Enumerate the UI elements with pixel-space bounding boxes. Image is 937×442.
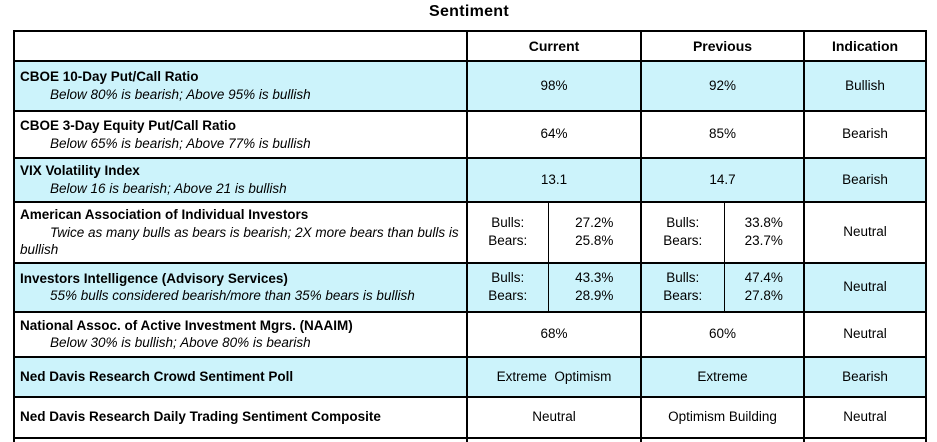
current-bulls-bears-values — [548, 263, 641, 312]
previous-value: Extreme — [641, 357, 804, 397]
indicator-name: VIX Volatility Index — [20, 163, 140, 179]
header-current: Current — [467, 31, 641, 61]
previous-bulls-bears-labels — [641, 202, 724, 263]
row-cboe-10-day-put-call — [14, 61, 926, 111]
previous-value: 85% — [641, 111, 804, 158]
indicator-name: CBOE 3-Day Equity Put/Call Ratio — [20, 117, 237, 133]
indication-value: Bullish — [804, 61, 926, 111]
bulls-label: Bulls: — [666, 269, 700, 285]
current-value: 98% — [467, 61, 641, 111]
current-value: Neutral — [467, 397, 641, 438]
header-previous: Previous — [641, 31, 804, 61]
indicator-name: Ned Davis Research Crowd Sentiment Poll — [20, 368, 294, 384]
partial-cell — [804, 438, 926, 442]
previous-value: 14.7 — [641, 158, 804, 202]
indicator-cell — [14, 263, 467, 312]
indicator-cell — [14, 357, 467, 397]
indicator-description: Twice as many bulls as bears is bearish; 2X more bears than bulls is bullish — [20, 224, 459, 258]
previous-value: 60% — [641, 312, 804, 357]
bears-label: Bears: — [488, 288, 528, 304]
indicator-name: National Assoc. of Active Investment Mgrs. (NAAIM) — [20, 317, 353, 333]
bulls-value: 27.2% — [575, 215, 614, 231]
bears-label: Bears: — [663, 288, 703, 304]
row-cboe-3-day-equity-put-call — [14, 111, 926, 158]
bulls-value: 43.3% — [575, 269, 614, 285]
page-title: Sentiment — [428, 3, 510, 20]
row-naaim — [14, 312, 926, 357]
row-aaii — [14, 202, 926, 263]
indicator-description: 55% bulls considered bearish/more than 35% bears is bullish — [50, 288, 415, 304]
indicator-cell — [14, 61, 467, 111]
indication-value: Bearish — [804, 357, 926, 397]
indicator-name: CBOE 10-Day Put/Call Ratio — [20, 69, 199, 85]
indicator-description: Below 16 is bearish; Above 21 is bullish — [50, 181, 287, 196]
current-value: 64% — [467, 111, 641, 158]
current-value: Extreme Optimism — [467, 357, 641, 397]
previous-value: Optimism Building — [641, 397, 804, 438]
indicator-description: Below 30% is bullish; Above 80% is bearish — [50, 335, 311, 351]
indication-value: Neutral — [804, 397, 926, 438]
current-bulls-bears-values — [548, 202, 641, 263]
bulls-value: 47.4% — [744, 269, 783, 285]
indication-value: Neutral — [804, 312, 926, 357]
indication-value: Neutral — [804, 202, 926, 263]
indicator-cell — [14, 397, 467, 438]
row-investors-intelligence — [14, 263, 926, 312]
partial-cell — [467, 438, 641, 442]
bears-value: 27.8% — [744, 288, 783, 304]
previous-value: 92% — [641, 61, 804, 111]
indication-value: Bearish — [804, 158, 926, 202]
indicator-description: Below 80% is bearish; Above 95% is bullish — [50, 87, 311, 102]
header-blank-cell — [14, 31, 467, 61]
indicator-name: American Association of Individual Investors — [20, 207, 309, 222]
indication-value: Neutral — [804, 263, 926, 312]
partial-cell — [14, 438, 467, 442]
bears-value: 28.9% — [575, 288, 614, 304]
previous-bulls-bears-values — [724, 202, 804, 263]
bears-label: Bears: — [488, 233, 528, 249]
row-ndr-crowd-sentiment-poll — [14, 357, 926, 397]
current-value: 68% — [467, 312, 641, 357]
bulls-label: Bulls: — [666, 215, 700, 231]
clipped-partial-row — [14, 438, 926, 442]
indicator-cell — [14, 202, 467, 263]
bulls-value: 33.8% — [744, 215, 783, 231]
indicator-description: Below 65% is bearish; Above 77% is bullish — [50, 135, 311, 151]
indicator-cell — [14, 111, 467, 158]
indication-value: Bearish — [804, 111, 926, 158]
current-value: 13.1 — [467, 158, 641, 202]
indicator-cell — [14, 158, 467, 202]
bulls-label: Bulls: — [491, 269, 525, 285]
header-indication: Indication — [804, 31, 926, 61]
indicator-cell — [14, 312, 467, 357]
previous-bulls-bears-values — [724, 263, 804, 312]
bears-value: 23.7% — [744, 233, 783, 249]
partial-cell — [641, 438, 804, 442]
current-bulls-bears-labels — [467, 202, 548, 263]
indicator-name: Investors Intelligence (Advisory Services) — [20, 270, 288, 286]
row-vix-volatility-index — [14, 158, 926, 202]
row-ndr-daily-trading-composite — [14, 397, 926, 438]
indicator-name: Ned Davis Research Daily Trading Sentiment Composite — [20, 409, 381, 425]
bulls-label: Bulls: — [491, 215, 525, 231]
current-bulls-bears-labels — [467, 263, 548, 312]
table-header-row — [14, 31, 926, 61]
bears-label: Bears: — [663, 233, 703, 249]
previous-bulls-bears-labels — [641, 263, 724, 312]
bears-value: 25.8% — [575, 233, 614, 249]
sentiment-table — [13, 30, 927, 442]
